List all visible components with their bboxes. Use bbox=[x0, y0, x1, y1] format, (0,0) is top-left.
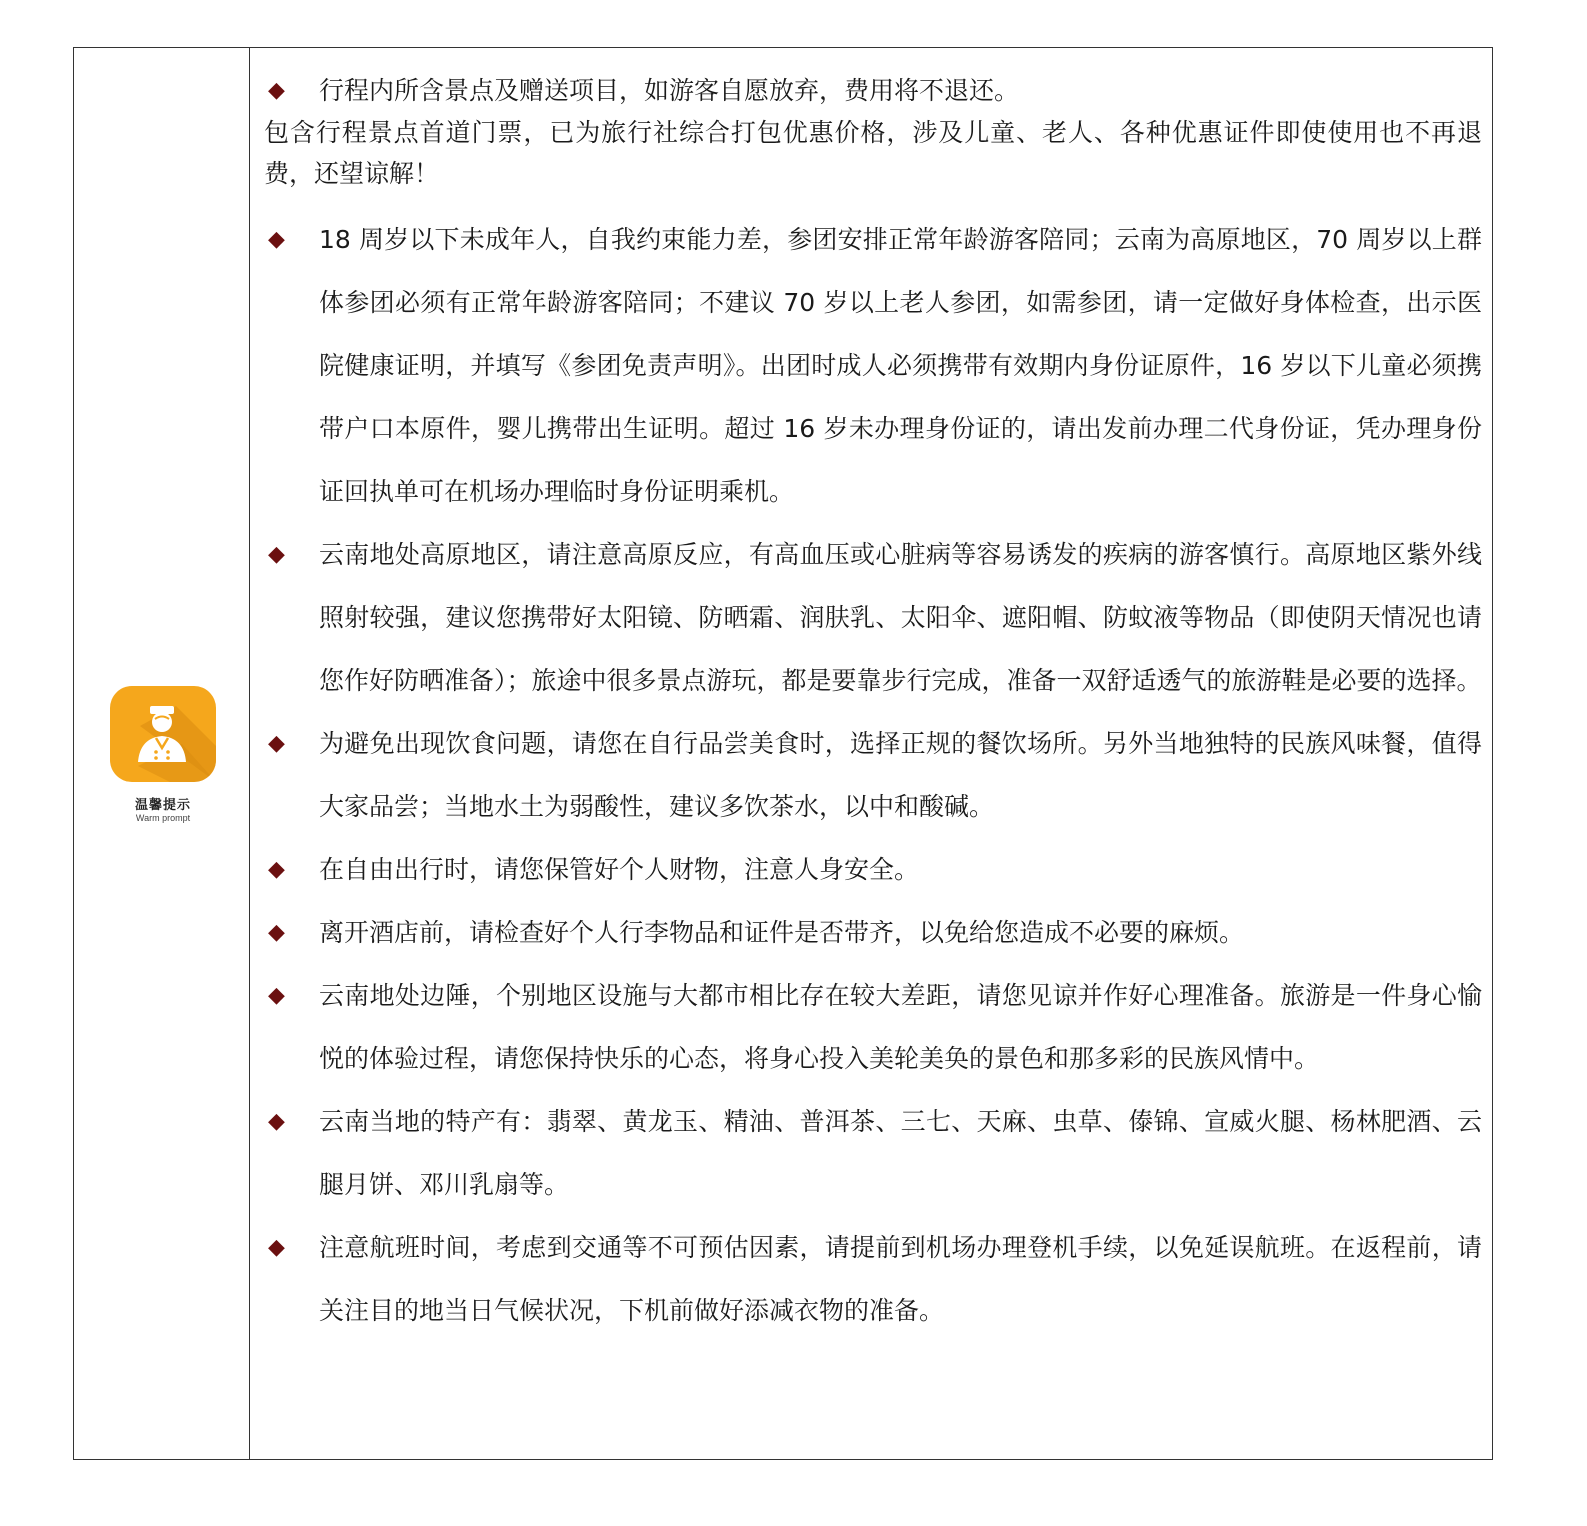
notice-table bbox=[73, 47, 1493, 1460]
sidebar-cell bbox=[74, 48, 250, 1459]
badge-title: 温馨提示 bbox=[134, 798, 191, 813]
item-text: 在自由出行时，请您保管好个人财物，注意人身安全。 bbox=[319, 855, 920, 884]
item-text: 云南地处边陲，个别地区设施与大都市相比存在较大差距，请您见谅并作好心理准备。旅游是一件身心愉悦的体验过程，请您保持快乐的心态，将身心投入美轮美奂的景色和那多彩的民族风情中。 bbox=[319, 981, 1482, 1073]
diamond-bullet-icon: ◆ bbox=[268, 731, 285, 756]
list-item bbox=[264, 964, 1482, 1090]
diamond-bullet-icon: ◆ bbox=[268, 1235, 285, 1260]
list-item bbox=[264, 523, 1482, 712]
item-text: 云南当地的特产有：翡翠、黄龙玉、精油、普洱茶、三七、天麻、虫草、傣锦、宣威火腿、杨林肥酒、云腿月饼、邓川乳扇等。 bbox=[319, 1107, 1482, 1199]
list-item bbox=[264, 1090, 1482, 1216]
content-cell bbox=[250, 48, 1492, 1459]
warm-prompt-badge bbox=[110, 686, 216, 823]
note-text: 包含行程景点首道门票，已为旅行社综合打包优惠价格，涉及儿童、老人、各种优惠证件即使使用也不再退费，还望谅解！ bbox=[264, 118, 1482, 188]
item-text: 为避免出现饮食问题，请您在自行品尝美食时，选择正规的餐饮场所。另外当地独特的民族风味餐，值得大家品尝；当地水土为弱酸性，建议多饮茶水，以中和酸碱。 bbox=[319, 729, 1482, 821]
list-item bbox=[264, 1216, 1482, 1342]
item-text: 行程内所含景点及赠送项目，如游客自愿放弃，费用将不退还。 bbox=[319, 76, 1020, 105]
diamond-bullet-icon: ◆ bbox=[268, 983, 285, 1008]
list-item bbox=[264, 712, 1482, 838]
list-item bbox=[264, 70, 1482, 112]
diamond-bullet-icon: ◆ bbox=[268, 78, 285, 103]
diamond-bullet-icon: ◆ bbox=[268, 857, 285, 882]
diamond-bullet-icon: ◆ bbox=[268, 542, 285, 567]
item-text: 注意航班时间，考虑到交通等不可预估因素，请提前到机场办理登机手续，以免延误航班。在返程前，请关注目的地当日气候状况，下机前做好添减衣物的准备。 bbox=[319, 1233, 1482, 1325]
badge-subtitle: Warm prompt bbox=[135, 813, 191, 823]
diamond-bullet-icon: ◆ bbox=[268, 227, 285, 252]
diamond-bullet-icon: ◆ bbox=[268, 1109, 285, 1134]
list-item bbox=[264, 901, 1482, 964]
diamond-bullet-icon: ◆ bbox=[268, 920, 285, 945]
list-item bbox=[264, 208, 1482, 523]
item-text: 云南地处高原地区，请注意高原反应，有高血压或心脏病等容易诱发的疾病的游客慎行。高原地区紫外线照射较强，建议您携带好太阳镜、防晒霜、润肤乳、太阳伞、遮阳帽、防蚊液等物品（即使阴天情况也请您作好防晒准备）；旅途中很多景点游玩，都是要靠步行完成，准备一双舒适透气的旅游鞋是必要的选择。 bbox=[319, 540, 1482, 695]
concierge-icon bbox=[110, 686, 216, 782]
item-text: 离开酒店前，请检查好个人行李物品和证件是否带齐，以免给您造成不必要的麻烦。 bbox=[319, 918, 1245, 947]
item-text: 18 周岁以下未成年人，自我约束能力差，参团安排正常年龄游客陪同；云南为高原地区，70 周岁以上群体参团必须有正常年龄游客陪同；不建议 70 岁以上老人参团，如需参团，请一定做好身体检查，出示医院健康证明，并填写《参团免责声明》。出团时成人必须携带有效期内身份证原件，16 岁以下儿童必须携带户口本原件，婴儿携带出生证明。超过 16 岁未办理身份证的，请出发前办理二代身份证，凭办理身份证回执单可在机场办理临时身份证明乘机。 bbox=[319, 225, 1482, 506]
list-item bbox=[264, 838, 1482, 901]
notice-content bbox=[264, 70, 1482, 1342]
